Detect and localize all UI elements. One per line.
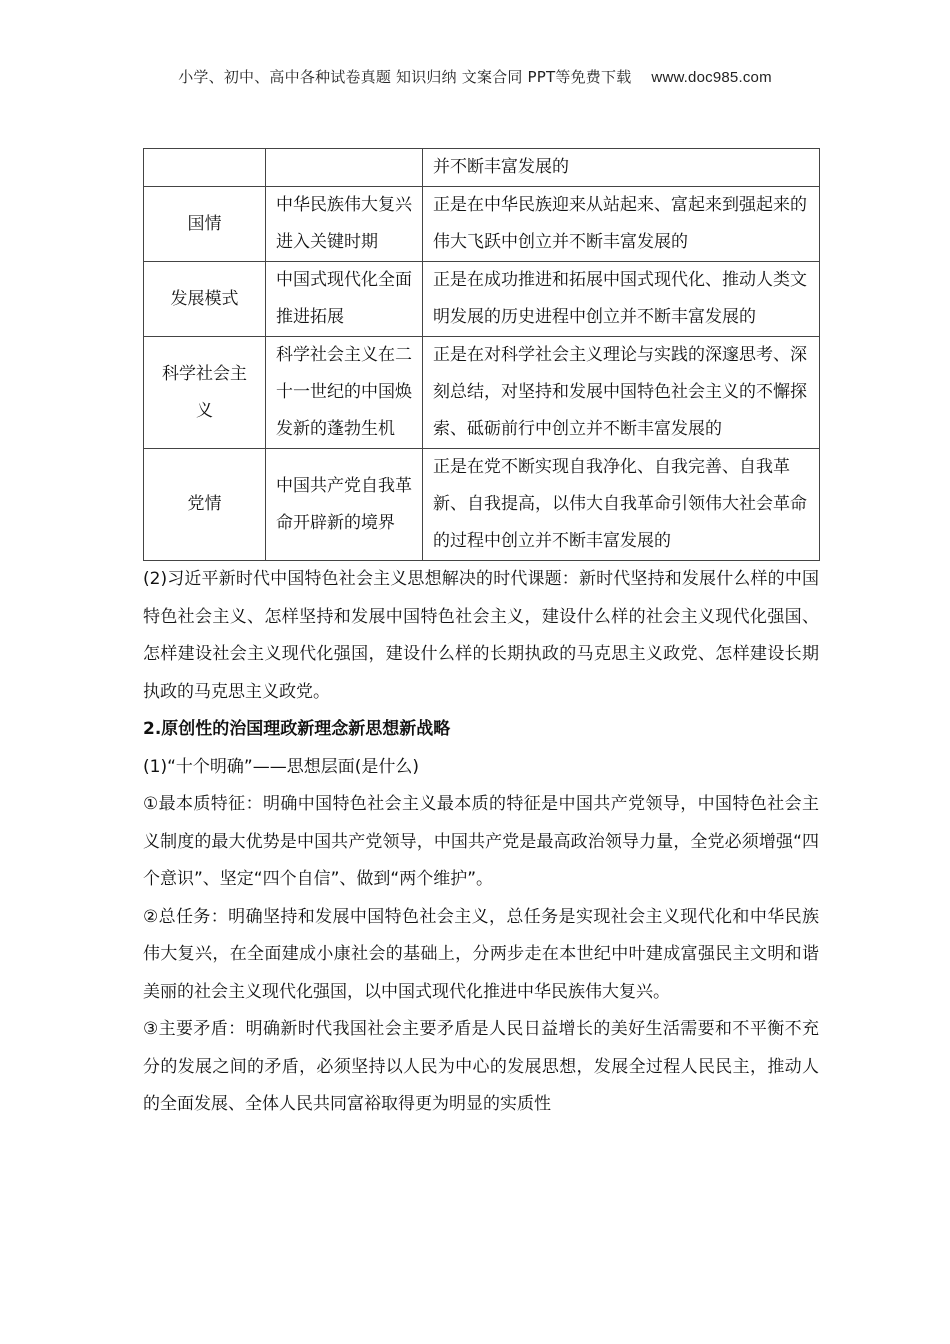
row-detail: 正是在对科学社会主义理论与实践的深邃思考、深刻总结，对坚持和发展中国特色社会主义的不懈探索、砥砺前行中创立并不断丰富发展的 [423,337,820,449]
row-summary: 中华民族伟大复兴进入关键时期 [266,187,423,262]
paragraph-principal-contradiction: ③主要矛盾：明确新时代我国社会主要矛盾是人民日益增长的美好生活需要和不平衡不充分的发展之间的矛盾，必须坚持以人民为中心的发展思想，发展全过程人民民主，推动人的全面发展、全体人民共同富裕取得更为明显的实质性 [143,1019,819,1114]
table-row [144,262,820,337]
row-summary: 中国共产党自我革命开辟新的境界 [266,449,423,561]
paragraph-ten-clarifications: (1)“十个明确”——思想层面(是什么) [143,756,419,777]
document-body [143,148,819,1124]
page-header [0,66,950,87]
table-row [144,187,820,262]
header-site-link[interactable]: www.doc985.com [651,69,772,86]
row-detail: 正是在成功推进和拓展中国式现代化、推动人类文明发展的历史进程中创立并不断丰富发展的 [423,262,820,337]
paragraph-overall-task: ②总任务：明确坚持和发展中国特色社会主义，总任务是实现社会主义现代化和中华民族伟大复兴，在全面建成小康社会的基础上，分两步走在本世纪中叶建成富强民主文明和谐美丽的社会主义现代化强国，以中国式现代化推进中华民族伟大复兴。 [143,906,819,1002]
row-label: 党情 [144,449,266,561]
row-label: 科学社会主义 [144,337,266,449]
row-detail: 正是在中华民族迎来从站起来、富起来到强起来的伟大飞跃中创立并不断丰富发展的 [423,187,820,262]
row-summary: 科学社会主义在二十一世纪的中国焕发新的蓬勃生机 [266,337,423,449]
row-label [144,149,266,187]
row-summary: 中国式现代化全面推进拓展 [266,262,423,337]
row-detail: 并不断丰富发展的 [423,149,820,187]
table-row [144,337,820,449]
row-detail: 正是在党不断实现自我净化、自我完善、自我革新、自我提高，以伟大自我革命引领伟大社会革命的过程中创立并不断丰富发展的 [423,449,820,561]
comparison-table [143,148,820,561]
table-row [144,449,820,561]
row-label: 发展模式 [144,262,266,337]
paragraph-essential-feature: ①最本质特征：明确中国特色社会主义最本质的特征是中国共产党领导，中国特色社会主义制度的最大优势是中国共产党领导，中国共产党是最高政治领导力量，全党必须增强“四个意识”、坚定“四个自信”、做到“两个维护”。 [143,794,819,889]
section-heading: 2.原创性的治国理政新理念新思想新战略 [143,719,451,739]
row-label: 国情 [144,187,266,262]
table-row [144,149,820,187]
header-text: 小学、初中、高中各种试卷真题 知识归纳 文案合同 PPT等免费下载 [178,68,632,86]
paragraph-era-topic: (2)习近平新时代中国特色社会主义思想解决的时代课题：新时代坚持和发展什么样的中国特色社会主义、怎样坚持和发展中国特色社会主义，建设什么样的社会主义现代化强国、怎样建设社会主义现代化强国，建设什么样的长期执政的马克思主义政党、怎样建设长期执政的马克思主义政党。 [143,569,819,702]
row-summary [266,149,423,187]
